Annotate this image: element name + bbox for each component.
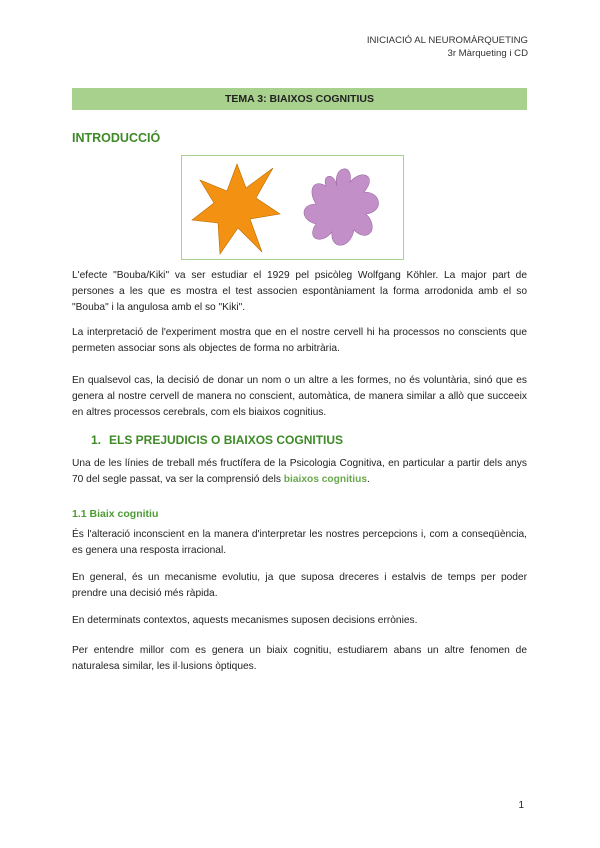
section-1-text-post: . [367, 474, 370, 486]
intro-paragraph-3: En qualsevol cas, la decisió de donar un nom o un altre a les formes, no és voluntària, sinó que es genera al nostre cervell de manera no conscient, automàtica, de manera similar a allò que succeeix en altres processos cerebrals, com els biaixos cognitius. [72, 375, 527, 419]
intro-paragraph-2: La interpretació de l'experiment mostra que en el nostre cervell hi ha processos no conscients que permeten associar sons als objectes de forma no arbitrària. [72, 327, 527, 355]
kiki-shape [192, 164, 280, 254]
header-group: 3r Màrqueting i CD [447, 48, 528, 59]
intro-paragraph-1: L'efecte "Bouba/Kiki" va ser estudiar el 1929 pel psicòleg Wolfgang Köhler. La major part de persones a les que es mostra el test associen espontàniament la forma arrodonida amb el so "Bouba" i la angulosa amb el so "Kiki". [72, 270, 527, 314]
page-header [367, 34, 528, 60]
section-1-number: 1. [91, 433, 102, 447]
document-title: TEMA 3: BIAIXOS COGNITIUS [72, 88, 527, 110]
bouba-kiki-figure [181, 155, 404, 260]
subsection-paragraph-3: En determinats contextos, aquests mecanismes suposen decisions errònies. [72, 615, 418, 626]
highlight-biaixos-cognitius: biaixos cognitius [283, 474, 368, 486]
section-1-text-pre: Una de les línies de treball més fructífera de la Psicologia Cognitiva, en particular a partir dels anys 70 del segle passat, va ser la comprensió dels [72, 458, 527, 486]
section-1-heading [91, 433, 343, 447]
subsection-paragraph-2: En general, és un mecanisme evolutiu, ja que suposa dreceres i estalvis de temps per poder prendre una decisió més ràpida. [72, 572, 527, 600]
bouba-kiki-illustration [182, 156, 403, 259]
subsection-paragraph-4: Per entendre millor com es genera un biaix cognitiu, estudiarem abans un altre fenomen de naturalesa similar, les il·lusions òptiques. [72, 645, 527, 673]
bouba-shape [304, 169, 379, 245]
section-1-paragraph [72, 456, 527, 488]
section-1-title: ELS PREJUDICIS O BIAIXOS COGNITIUS [109, 433, 344, 447]
header-course: INICIACIÓ AL NEUROMÀRQUETING [366, 35, 528, 46]
page-number: 1 [518, 800, 524, 811]
subsection-paragraph-1: És l'alteració inconscient en la manera d'interpretar les nostres percepcions i, com a conseqüència, es genera una resposta irracional. [72, 529, 527, 557]
subsection-heading: 1.1 Biaix cognitiu [72, 508, 159, 520]
intro-heading: INTRODUCCIÓ [72, 131, 161, 145]
